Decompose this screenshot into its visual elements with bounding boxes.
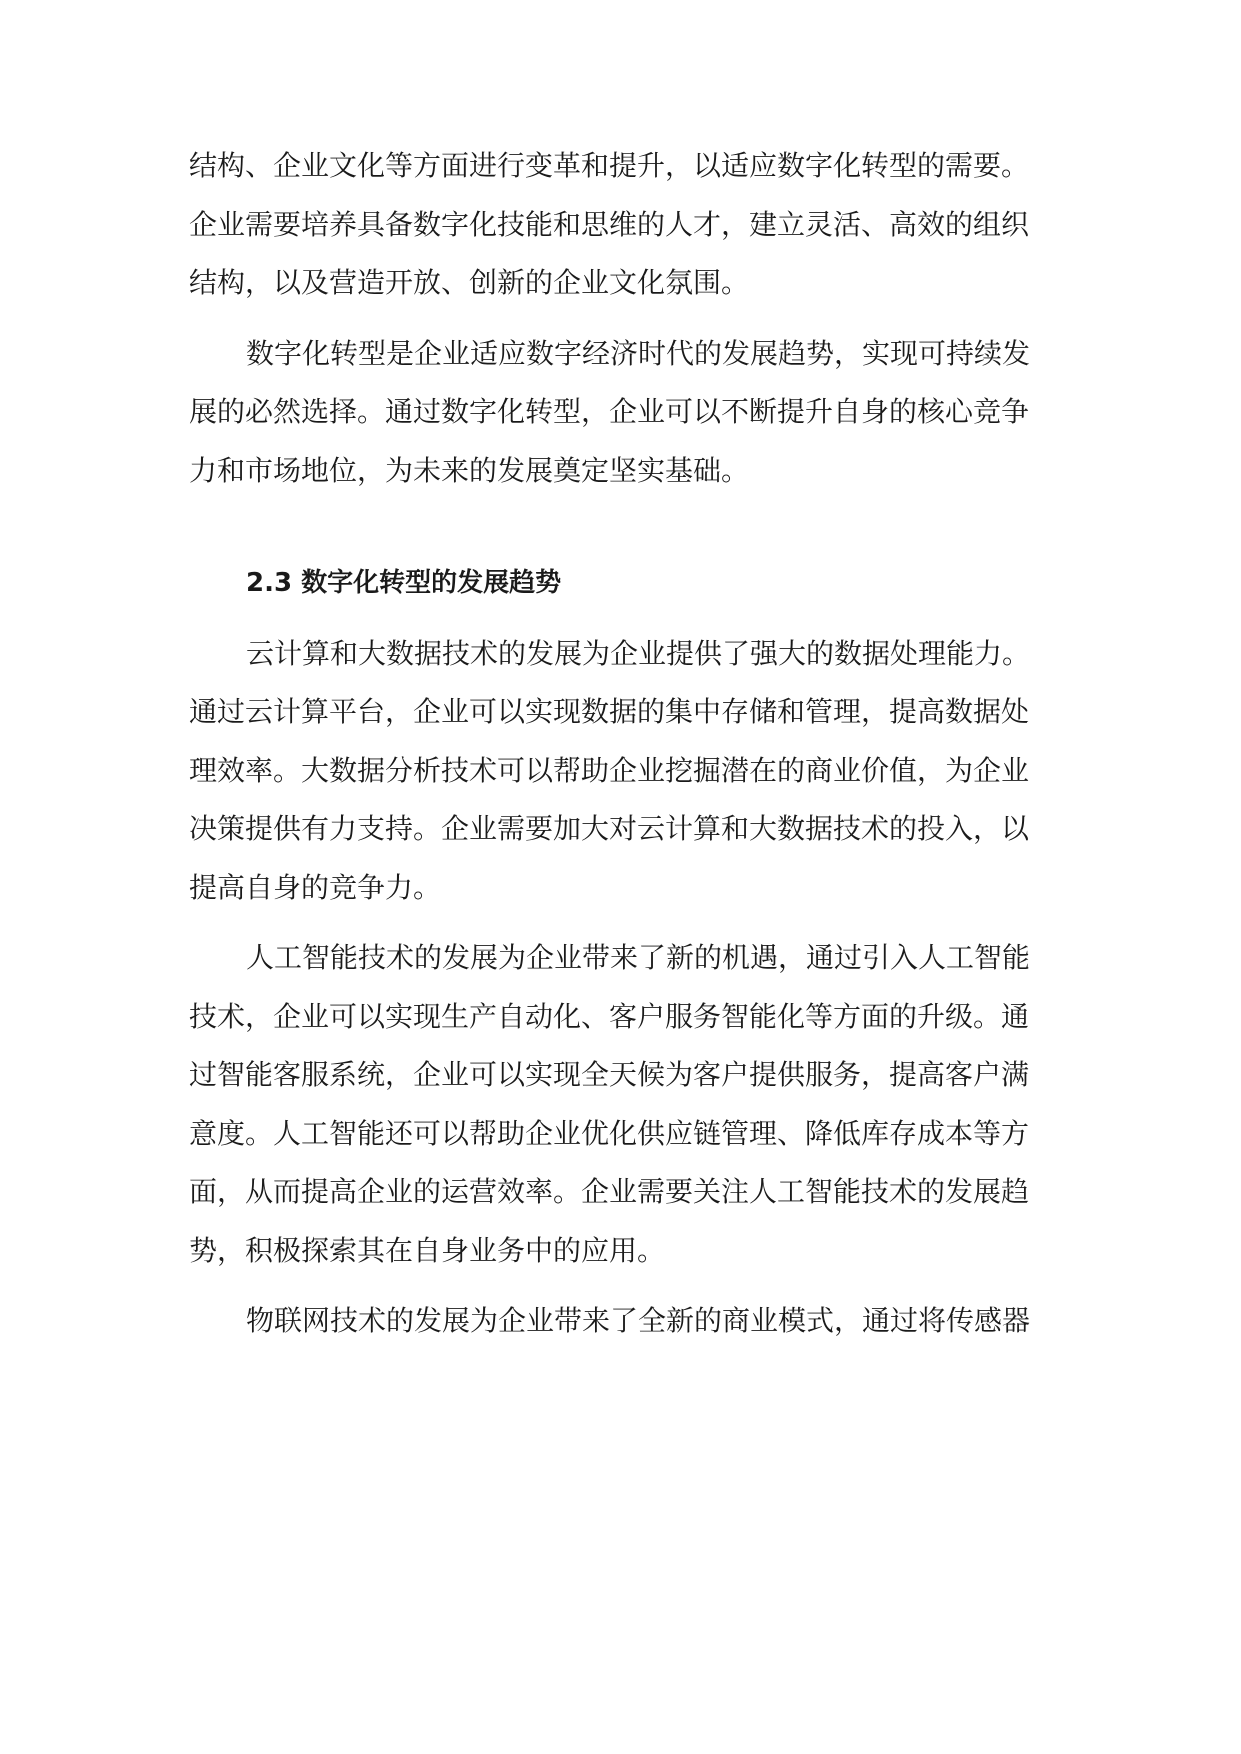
- paragraph-line: 展的必然选择。通过数字化转型，企业可以不断提升自身的核心竞争: [189, 395, 1030, 428]
- paragraph-line: 决策提供有力支持。企业需要加大对云计算和大数据技术的投入，以: [189, 812, 1030, 845]
- paragraph-line: 数字化转型是企业适应数字经济时代的发展趋势，实现可持续发: [246, 336, 1031, 370]
- paragraph-line: 面，从而提高企业的运营效率。企业需要关注人工智能技术的发展趋: [189, 1175, 1030, 1208]
- paragraph-2: [189, 325, 1059, 501]
- paragraph-3: [189, 625, 1059, 918]
- paragraph-line: 意度。人工智能还可以帮助企业优化供应链管理、降低库存成本等方: [189, 1116, 1030, 1150]
- section-heading: 2.3 数字化转型的发展趋势: [246, 568, 562, 598]
- paragraph-line: 云计算和大数据技术的发展为企业提供了强大的数据处理能力。: [246, 636, 1031, 670]
- paragraph-line: 技术，企业可以实现生产自动化、客户服务智能化等方面的升级。通: [189, 999, 1030, 1033]
- paragraph-line: 提高自身的竞争力。: [189, 870, 442, 904]
- paragraph-line: 人工智能技术的发展为企业带来了新的机遇，通过引入人工智能: [246, 941, 1031, 974]
- paragraph-line: 理效率。大数据分析技术可以帮助企业挖掘潜在的商业价值，为企业: [189, 753, 1030, 787]
- document-body: [189, 137, 1059, 1351]
- paragraph-line: 过智能客服系统，企业可以实现全天候为客户提供服务，提高客户满: [189, 1058, 1030, 1091]
- paragraph-line: 结构，以及营造开放、创新的企业文化氛围。: [189, 266, 750, 299]
- paragraph-1: [189, 137, 1059, 313]
- paragraph-4: [189, 929, 1059, 1280]
- paragraph-line: 结构、企业文化等方面进行变革和提升，以适应数字化转型的需要。: [189, 149, 1030, 182]
- paragraph-line: 物联网技术的发展为企业带来了全新的商业模式，通过将传感器: [246, 1304, 1031, 1337]
- paragraph-line: 通过云计算平台，企业可以实现数据的集中存储和管理，提高数据处: [189, 695, 1030, 728]
- paragraph-line: 势，积极探索其在自身业务中的应用。: [189, 1233, 666, 1267]
- paragraph-line: 力和市场地位，为未来的发展奠定坚实基础。: [189, 453, 750, 487]
- paragraph-5: [189, 1292, 1059, 1351]
- paragraph-line: 企业需要培养具备数字化技能和思维的人才，建立灵活、高效的组织: [189, 207, 1030, 241]
